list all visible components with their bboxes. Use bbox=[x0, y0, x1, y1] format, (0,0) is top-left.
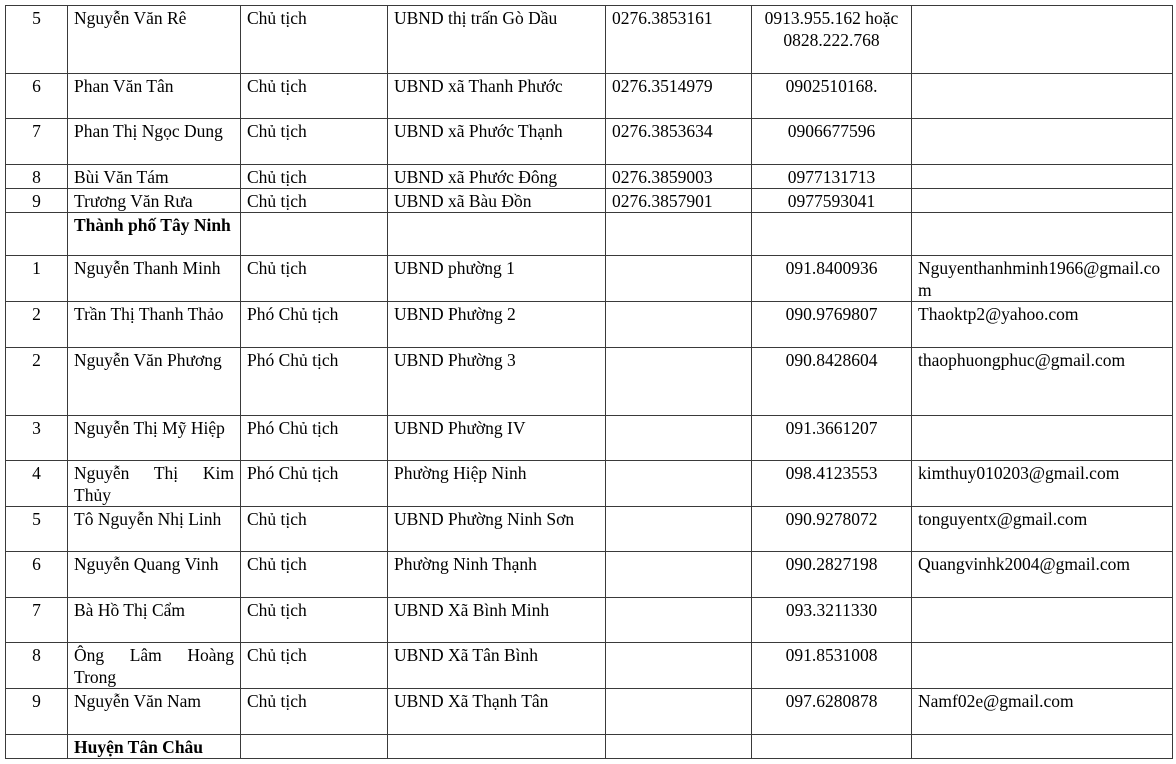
position-cell: Chủ tịch bbox=[241, 689, 388, 735]
unit-cell: UBND Phường IV bbox=[388, 416, 606, 461]
table-row bbox=[6, 256, 1173, 302]
table-row bbox=[6, 507, 1173, 552]
office-phone-cell bbox=[606, 507, 752, 552]
name-cell: Ông Lâm Hoàng Trong bbox=[68, 643, 241, 689]
mobile-phone-cell bbox=[752, 213, 912, 256]
name-cell: Nguyễn Quang Vinh bbox=[68, 552, 241, 598]
unit-cell: UBND Phường 3 bbox=[388, 348, 606, 416]
name-cell: Phan Thị Ngọc Dung bbox=[68, 119, 241, 165]
mobile-phone-cell bbox=[752, 735, 912, 759]
mobile-phone-cell: 0906677596 bbox=[752, 119, 912, 165]
email-cell: kimthuy010203@gmail.com bbox=[912, 461, 1173, 507]
row-number-cell bbox=[6, 735, 68, 759]
email-cell bbox=[912, 213, 1173, 256]
email-cell: Namf02e@gmail.com bbox=[912, 689, 1173, 735]
table-row bbox=[6, 348, 1173, 416]
mobile-phone-cell: 090.2827198 bbox=[752, 552, 912, 598]
row-number-cell: 2 bbox=[6, 302, 68, 348]
table-row bbox=[6, 6, 1173, 74]
email-cell: tonguyentx@gmail.com bbox=[912, 507, 1173, 552]
unit-cell: UBND xã Bàu Đồn bbox=[388, 189, 606, 213]
row-number-cell bbox=[6, 213, 68, 256]
office-phone-cell: 0276.3853634 bbox=[606, 119, 752, 165]
mobile-phone-cell: 090.8428604 bbox=[752, 348, 912, 416]
mobile-phone-cell: 097.6280878 bbox=[752, 689, 912, 735]
position-cell: Phó Chủ tịch bbox=[241, 461, 388, 507]
position-cell: Chủ tịch bbox=[241, 74, 388, 119]
office-phone-cell bbox=[606, 213, 752, 256]
mobile-phone-cell: 090.9769807 bbox=[752, 302, 912, 348]
table-row bbox=[6, 416, 1173, 461]
unit-cell: UBND Phường Ninh Sơn bbox=[388, 507, 606, 552]
mobile-phone-cell: 091.8400936 bbox=[752, 256, 912, 302]
unit-cell: UBND Xã Thạnh Tân bbox=[388, 689, 606, 735]
email-cell: Quangvinhk2004@gmail.com bbox=[912, 552, 1173, 598]
name-cell: Phan Văn Tân bbox=[68, 74, 241, 119]
row-number-cell: 5 bbox=[6, 6, 68, 74]
office-phone-cell bbox=[606, 348, 752, 416]
office-phone-cell bbox=[606, 689, 752, 735]
name-cell: Nguyễn Thanh Minh bbox=[68, 256, 241, 302]
office-phone-cell: 0276.3514979 bbox=[606, 74, 752, 119]
mobile-phone-cell: 091.8531008 bbox=[752, 643, 912, 689]
office-phone-cell bbox=[606, 302, 752, 348]
position-cell: Chủ tịch bbox=[241, 6, 388, 74]
mobile-phone-cell: 0977131713 bbox=[752, 165, 912, 189]
unit-cell: Phường Hiệp Ninh bbox=[388, 461, 606, 507]
position-cell: Chủ tịch bbox=[241, 189, 388, 213]
email-cell: thaophuongphuc@gmail.com bbox=[912, 348, 1173, 416]
name-cell: Huyện Tân Châu bbox=[68, 735, 241, 759]
office-phone-cell bbox=[606, 735, 752, 759]
office-phone-cell: 0276.3857901 bbox=[606, 189, 752, 213]
email-cell bbox=[912, 598, 1173, 643]
unit-cell: UBND Phường 2 bbox=[388, 302, 606, 348]
email-cell bbox=[912, 416, 1173, 461]
office-phone-cell: 0276.3859003 bbox=[606, 165, 752, 189]
mobile-phone-cell: 090.9278072 bbox=[752, 507, 912, 552]
position-cell: Phó Chủ tịch bbox=[241, 348, 388, 416]
position-cell: Phó Chủ tịch bbox=[241, 302, 388, 348]
mobile-phone-cell: 0977593041 bbox=[752, 189, 912, 213]
name-cell: Bà Hồ Thị Cẩm bbox=[68, 598, 241, 643]
mobile-phone-cell: 098.4123553 bbox=[752, 461, 912, 507]
name-cell: Nguyễn Văn Phương bbox=[68, 348, 241, 416]
unit-cell: UBND Xã Tân Bình bbox=[388, 643, 606, 689]
row-number-cell: 4 bbox=[6, 461, 68, 507]
email-cell: Nguyenthanhminh1966@gmail.com bbox=[912, 256, 1173, 302]
table-row bbox=[6, 189, 1173, 213]
row-number-cell: 7 bbox=[6, 598, 68, 643]
office-phone-cell bbox=[606, 643, 752, 689]
office-phone-cell: 0276.3853161 bbox=[606, 6, 752, 74]
name-cell: Nguyễn Văn Rê bbox=[68, 6, 241, 74]
table-row bbox=[6, 643, 1173, 689]
contact-table bbox=[5, 5, 1173, 759]
name-cell: Nguyễn Văn Nam bbox=[68, 689, 241, 735]
mobile-phone-cell: 091.3661207 bbox=[752, 416, 912, 461]
office-phone-cell bbox=[606, 256, 752, 302]
name-cell: Bùi Văn Tám bbox=[68, 165, 241, 189]
row-number-cell: 8 bbox=[6, 165, 68, 189]
table-row bbox=[6, 598, 1173, 643]
row-number-cell: 9 bbox=[6, 689, 68, 735]
table-row bbox=[6, 302, 1173, 348]
position-cell: Chủ tịch bbox=[241, 552, 388, 598]
name-cell: Nguyễn Thị Mỹ Hiệp bbox=[68, 416, 241, 461]
position-cell: Chủ tịch bbox=[241, 256, 388, 302]
section-header-row bbox=[6, 213, 1173, 256]
table-body bbox=[6, 6, 1173, 759]
office-phone-cell bbox=[606, 461, 752, 507]
row-number-cell: 9 bbox=[6, 189, 68, 213]
office-phone-cell bbox=[606, 416, 752, 461]
unit-cell bbox=[388, 735, 606, 759]
unit-cell bbox=[388, 213, 606, 256]
row-number-cell: 5 bbox=[6, 507, 68, 552]
name-cell: Trần Thị Thanh Thảo bbox=[68, 302, 241, 348]
office-phone-cell bbox=[606, 552, 752, 598]
unit-cell: UBND Xã Bình Minh bbox=[388, 598, 606, 643]
position-cell: Chủ tịch bbox=[241, 598, 388, 643]
position-cell bbox=[241, 735, 388, 759]
position-cell: Chủ tịch bbox=[241, 507, 388, 552]
unit-cell: Phường Ninh Thạnh bbox=[388, 552, 606, 598]
email-cell bbox=[912, 165, 1173, 189]
name-cell: Tô Nguyễn Nhị Linh bbox=[68, 507, 241, 552]
row-number-cell: 8 bbox=[6, 643, 68, 689]
section-header-row bbox=[6, 735, 1173, 759]
position-cell: Chủ tịch bbox=[241, 165, 388, 189]
row-number-cell: 2 bbox=[6, 348, 68, 416]
email-cell bbox=[912, 6, 1173, 74]
position-cell: Chủ tịch bbox=[241, 119, 388, 165]
row-number-cell: 7 bbox=[6, 119, 68, 165]
position-cell bbox=[241, 213, 388, 256]
mobile-phone-cell: 093.3211330 bbox=[752, 598, 912, 643]
unit-cell: UBND xã Thanh Phước bbox=[388, 74, 606, 119]
unit-cell: UBND phường 1 bbox=[388, 256, 606, 302]
name-cell: Thành phố Tây Ninh bbox=[68, 213, 241, 256]
table-row bbox=[6, 165, 1173, 189]
row-number-cell: 3 bbox=[6, 416, 68, 461]
mobile-phone-cell: 0902510168. bbox=[752, 74, 912, 119]
email-cell bbox=[912, 189, 1173, 213]
table-row bbox=[6, 74, 1173, 119]
row-number-cell: 1 bbox=[6, 256, 68, 302]
name-cell: Nguyễn Thị Kim Thủy bbox=[68, 461, 241, 507]
position-cell: Chủ tịch bbox=[241, 643, 388, 689]
table-row bbox=[6, 689, 1173, 735]
office-phone-cell bbox=[606, 598, 752, 643]
mobile-phone-cell: 0913.955.162 hoặc 0828.222.768 bbox=[752, 6, 912, 74]
row-number-cell: 6 bbox=[6, 552, 68, 598]
unit-cell: UBND xã Phước Thạnh bbox=[388, 119, 606, 165]
table-row bbox=[6, 552, 1173, 598]
email-cell bbox=[912, 119, 1173, 165]
email-cell bbox=[912, 735, 1173, 759]
name-cell: Trương Văn Rưa bbox=[68, 189, 241, 213]
position-cell: Phó Chủ tịch bbox=[241, 416, 388, 461]
email-cell bbox=[912, 643, 1173, 689]
row-number-cell: 6 bbox=[6, 74, 68, 119]
table-row bbox=[6, 461, 1173, 507]
unit-cell: UBND xã Phước Đông bbox=[388, 165, 606, 189]
email-cell: Thaoktp2@yahoo.com bbox=[912, 302, 1173, 348]
table-row bbox=[6, 119, 1173, 165]
unit-cell: UBND thị trấn Gò Dầu bbox=[388, 6, 606, 74]
email-cell bbox=[912, 74, 1173, 119]
